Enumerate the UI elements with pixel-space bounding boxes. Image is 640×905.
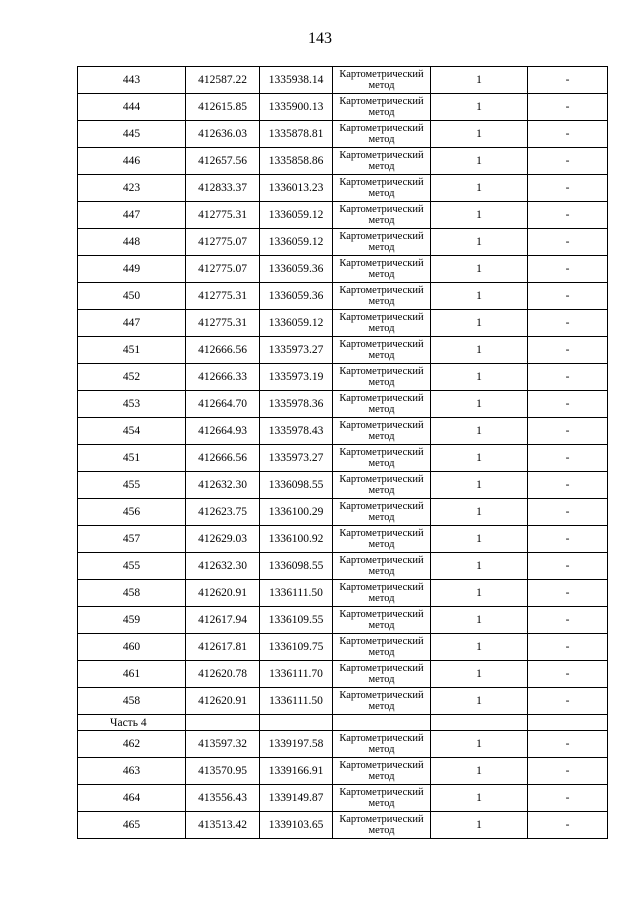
x-coordinate-cell: 412636.03 — [186, 121, 260, 148]
note-cell: - — [528, 364, 608, 391]
y-coordinate-cell: 1335978.43 — [260, 418, 333, 445]
y-coordinate-cell: 1335973.27 — [260, 337, 333, 364]
table-row — [78, 67, 608, 94]
point-id-cell: 461 — [78, 661, 186, 688]
accuracy-cell: 1 — [431, 418, 528, 445]
accuracy-cell: 1 — [431, 148, 528, 175]
point-id-cell: 447 — [78, 202, 186, 229]
table-row — [78, 94, 608, 121]
note-cell: - — [528, 607, 608, 634]
y-coordinate-cell: 1336098.55 — [260, 472, 333, 499]
accuracy-cell: 1 — [431, 758, 528, 785]
x-coordinate-cell: 412657.56 — [186, 148, 260, 175]
point-id-cell: 464 — [78, 785, 186, 812]
accuracy-cell: 1 — [431, 94, 528, 121]
y-coordinate-cell: 1339166.91 — [260, 758, 333, 785]
method-cell: Картометрический метод — [333, 731, 431, 758]
method-cell: Картометрический метод — [333, 499, 431, 526]
method-cell: Картометрический метод — [333, 785, 431, 812]
table-row — [78, 202, 608, 229]
note-cell: - — [528, 688, 608, 715]
page-number: 143 — [308, 30, 332, 47]
table-row — [78, 391, 608, 418]
section-label: Часть 4 — [78, 715, 186, 731]
y-coordinate-cell: 1336111.50 — [260, 688, 333, 715]
y-coordinate-cell: 1335978.36 — [260, 391, 333, 418]
method-cell: Картометрический метод — [333, 526, 431, 553]
y-coordinate-cell: 1336098.55 — [260, 553, 333, 580]
method-cell: Картометрический метод — [333, 661, 431, 688]
accuracy-cell: 1 — [431, 310, 528, 337]
note-cell: - — [528, 553, 608, 580]
point-id-cell: 456 — [78, 499, 186, 526]
x-coordinate-cell: 412664.93 — [186, 418, 260, 445]
accuracy-cell: 1 — [431, 67, 528, 94]
table-row — [78, 758, 608, 785]
accuracy-cell: 1 — [431, 229, 528, 256]
method-cell: Картометрический метод — [333, 391, 431, 418]
point-id-cell: 443 — [78, 67, 186, 94]
table-row — [78, 661, 608, 688]
table-row — [78, 121, 608, 148]
x-coordinate-cell: 412620.78 — [186, 661, 260, 688]
accuracy-cell: 1 — [431, 391, 528, 418]
table-row — [78, 499, 608, 526]
x-coordinate-cell: 412775.31 — [186, 310, 260, 337]
x-coordinate-cell: 412587.22 — [186, 67, 260, 94]
table-row — [78, 731, 608, 758]
point-id-cell: 455 — [78, 553, 186, 580]
table-row — [78, 229, 608, 256]
y-coordinate-cell: 1336109.55 — [260, 607, 333, 634]
table-row — [78, 445, 608, 472]
method-cell: Картометрический метод — [333, 812, 431, 839]
table-row — [78, 634, 608, 661]
point-id-cell: 457 — [78, 526, 186, 553]
point-id-cell: 453 — [78, 391, 186, 418]
accuracy-cell: 1 — [431, 634, 528, 661]
note-cell: - — [528, 526, 608, 553]
point-id-cell: 458 — [78, 580, 186, 607]
method-cell: Картометрический метод — [333, 175, 431, 202]
y-coordinate-cell: 1336100.29 — [260, 499, 333, 526]
method-cell: Картометрический метод — [333, 580, 431, 607]
y-coordinate-cell: 1335878.81 — [260, 121, 333, 148]
note-cell: - — [528, 229, 608, 256]
point-id-cell: 460 — [78, 634, 186, 661]
table-row — [78, 148, 608, 175]
method-cell: Картометрический метод — [333, 283, 431, 310]
section-row — [78, 715, 608, 731]
table-row — [78, 607, 608, 634]
x-coordinate-cell: 412632.30 — [186, 553, 260, 580]
empty-cell — [186, 715, 260, 731]
x-coordinate-cell: 413513.42 — [186, 812, 260, 839]
x-coordinate-cell: 412629.03 — [186, 526, 260, 553]
accuracy-cell: 1 — [431, 472, 528, 499]
x-coordinate-cell: 413597.32 — [186, 731, 260, 758]
method-cell: Картометрический метод — [333, 445, 431, 472]
accuracy-cell: 1 — [431, 785, 528, 812]
note-cell: - — [528, 731, 608, 758]
x-coordinate-cell: 412623.75 — [186, 499, 260, 526]
point-id-cell: 447 — [78, 310, 186, 337]
method-cell: Картометрический метод — [333, 121, 431, 148]
x-coordinate-cell: 412775.07 — [186, 229, 260, 256]
method-cell: Картометрический метод — [333, 634, 431, 661]
table-row — [78, 472, 608, 499]
accuracy-cell: 1 — [431, 337, 528, 364]
note-cell: - — [528, 785, 608, 812]
point-id-cell: 455 — [78, 472, 186, 499]
point-id-cell: 451 — [78, 337, 186, 364]
method-cell: Картометрический метод — [333, 607, 431, 634]
point-id-cell: 446 — [78, 148, 186, 175]
x-coordinate-cell: 412620.91 — [186, 688, 260, 715]
note-cell: - — [528, 812, 608, 839]
table-row — [78, 310, 608, 337]
y-coordinate-cell: 1336013.23 — [260, 175, 333, 202]
point-id-cell: 454 — [78, 418, 186, 445]
method-cell: Картометрический метод — [333, 94, 431, 121]
accuracy-cell: 1 — [431, 364, 528, 391]
method-cell: Картометрический метод — [333, 418, 431, 445]
point-id-cell: 445 — [78, 121, 186, 148]
note-cell: - — [528, 418, 608, 445]
table-row — [78, 553, 608, 580]
empty-cell — [528, 715, 608, 731]
method-cell: Картометрический метод — [333, 310, 431, 337]
note-cell: - — [528, 121, 608, 148]
table-row — [78, 580, 608, 607]
accuracy-cell: 1 — [431, 256, 528, 283]
table-row — [78, 785, 608, 812]
x-coordinate-cell: 412620.91 — [186, 580, 260, 607]
y-coordinate-cell: 1336059.36 — [260, 283, 333, 310]
x-coordinate-cell: 412666.56 — [186, 445, 260, 472]
x-coordinate-cell: 412632.30 — [186, 472, 260, 499]
x-coordinate-cell: 412666.56 — [186, 337, 260, 364]
point-id-cell: 444 — [78, 94, 186, 121]
table-row — [78, 418, 608, 445]
empty-cell — [333, 715, 431, 731]
y-coordinate-cell: 1339103.65 — [260, 812, 333, 839]
note-cell: - — [528, 67, 608, 94]
accuracy-cell: 1 — [431, 553, 528, 580]
method-cell: Картометрический метод — [333, 229, 431, 256]
y-coordinate-cell: 1339197.58 — [260, 731, 333, 758]
note-cell: - — [528, 283, 608, 310]
accuracy-cell: 1 — [431, 526, 528, 553]
coordinates-table-body — [78, 67, 608, 839]
y-coordinate-cell: 1336109.75 — [260, 634, 333, 661]
x-coordinate-cell: 412775.31 — [186, 283, 260, 310]
note-cell: - — [528, 148, 608, 175]
method-cell: Картометрический метод — [333, 758, 431, 785]
point-id-cell: 463 — [78, 758, 186, 785]
y-coordinate-cell: 1335858.86 — [260, 148, 333, 175]
note-cell: - — [528, 580, 608, 607]
method-cell: Картометрический метод — [333, 67, 431, 94]
empty-cell — [431, 715, 528, 731]
empty-cell — [260, 715, 333, 731]
x-coordinate-cell: 412617.94 — [186, 607, 260, 634]
y-coordinate-cell: 1339149.87 — [260, 785, 333, 812]
table-row — [78, 256, 608, 283]
note-cell: - — [528, 499, 608, 526]
point-id-cell: 423 — [78, 175, 186, 202]
point-id-cell: 452 — [78, 364, 186, 391]
method-cell: Картометрический метод — [333, 148, 431, 175]
accuracy-cell: 1 — [431, 283, 528, 310]
accuracy-cell: 1 — [431, 661, 528, 688]
method-cell: Картометрический метод — [333, 256, 431, 283]
table-row — [78, 175, 608, 202]
method-cell: Картометрический метод — [333, 364, 431, 391]
x-coordinate-cell: 412617.81 — [186, 634, 260, 661]
y-coordinate-cell: 1335938.14 — [260, 67, 333, 94]
x-coordinate-cell: 413556.43 — [186, 785, 260, 812]
x-coordinate-cell: 412666.33 — [186, 364, 260, 391]
accuracy-cell: 1 — [431, 812, 528, 839]
y-coordinate-cell: 1335973.27 — [260, 445, 333, 472]
accuracy-cell: 1 — [431, 202, 528, 229]
point-id-cell: 459 — [78, 607, 186, 634]
y-coordinate-cell: 1335973.19 — [260, 364, 333, 391]
table-row — [78, 812, 608, 839]
note-cell: - — [528, 94, 608, 121]
point-id-cell: 448 — [78, 229, 186, 256]
method-cell: Картометрический метод — [333, 688, 431, 715]
table-row — [78, 526, 608, 553]
accuracy-cell: 1 — [431, 445, 528, 472]
y-coordinate-cell: 1336059.12 — [260, 310, 333, 337]
y-coordinate-cell: 1336059.36 — [260, 256, 333, 283]
accuracy-cell: 1 — [431, 688, 528, 715]
x-coordinate-cell: 412775.31 — [186, 202, 260, 229]
table-row — [78, 283, 608, 310]
table-row — [78, 688, 608, 715]
y-coordinate-cell: 1336111.50 — [260, 580, 333, 607]
method-cell: Картометрический метод — [333, 472, 431, 499]
method-cell: Картометрический метод — [333, 337, 431, 364]
x-coordinate-cell: 413570.95 — [186, 758, 260, 785]
y-coordinate-cell: 1336059.12 — [260, 202, 333, 229]
method-cell: Картометрический метод — [333, 202, 431, 229]
accuracy-cell: 1 — [431, 580, 528, 607]
note-cell: - — [528, 337, 608, 364]
point-id-cell: 451 — [78, 445, 186, 472]
note-cell: - — [528, 256, 608, 283]
point-id-cell: 465 — [78, 812, 186, 839]
table-row — [78, 364, 608, 391]
point-id-cell: 450 — [78, 283, 186, 310]
note-cell: - — [528, 310, 608, 337]
point-id-cell: 449 — [78, 256, 186, 283]
note-cell: - — [528, 634, 608, 661]
accuracy-cell: 1 — [431, 175, 528, 202]
note-cell: - — [528, 175, 608, 202]
y-coordinate-cell: 1335900.13 — [260, 94, 333, 121]
note-cell: - — [528, 472, 608, 499]
coordinates-table — [77, 66, 608, 839]
point-id-cell: 462 — [78, 731, 186, 758]
table-row — [78, 337, 608, 364]
point-id-cell: 458 — [78, 688, 186, 715]
note-cell: - — [528, 758, 608, 785]
y-coordinate-cell: 1336111.70 — [260, 661, 333, 688]
note-cell: - — [528, 445, 608, 472]
x-coordinate-cell: 412615.85 — [186, 94, 260, 121]
x-coordinate-cell: 412833.37 — [186, 175, 260, 202]
accuracy-cell: 1 — [431, 731, 528, 758]
x-coordinate-cell: 412775.07 — [186, 256, 260, 283]
x-coordinate-cell: 412664.70 — [186, 391, 260, 418]
note-cell: - — [528, 661, 608, 688]
method-cell: Картометрический метод — [333, 553, 431, 580]
note-cell: - — [528, 202, 608, 229]
y-coordinate-cell: 1336100.92 — [260, 526, 333, 553]
accuracy-cell: 1 — [431, 499, 528, 526]
note-cell: - — [528, 391, 608, 418]
accuracy-cell: 1 — [431, 121, 528, 148]
y-coordinate-cell: 1336059.12 — [260, 229, 333, 256]
accuracy-cell: 1 — [431, 607, 528, 634]
